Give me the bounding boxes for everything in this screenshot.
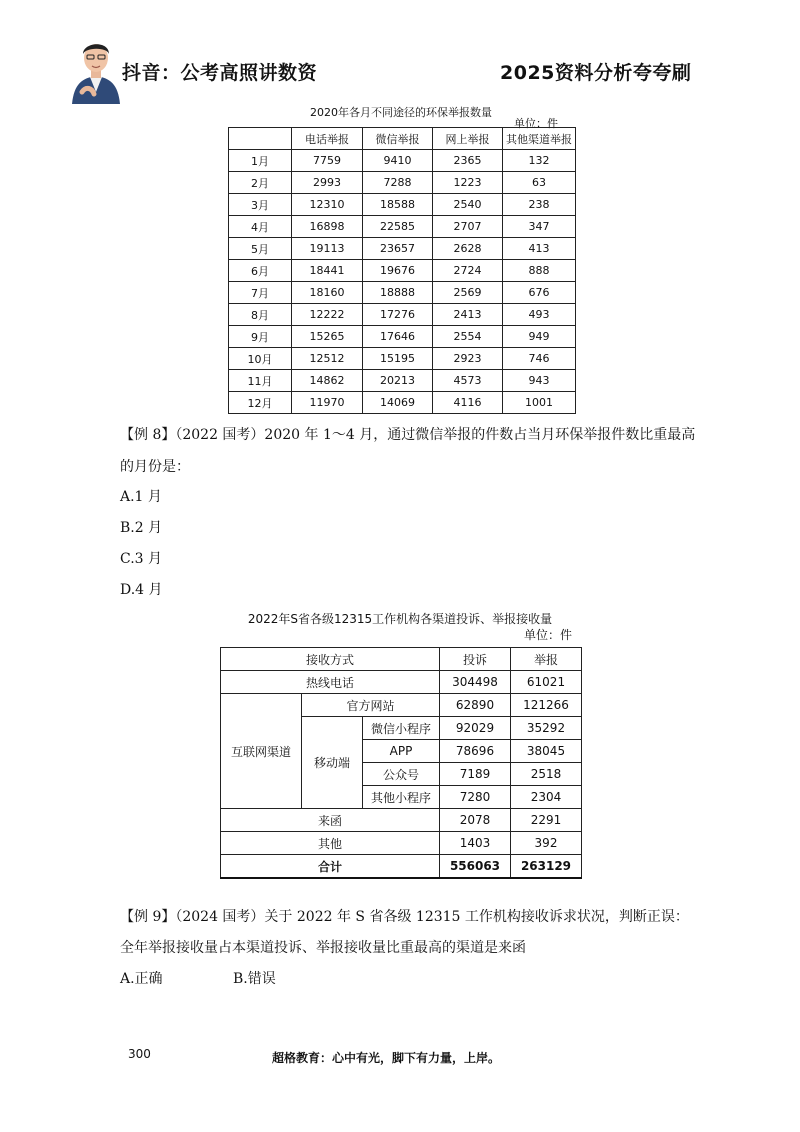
table-cell: 12222 <box>292 304 363 326</box>
table-cell: 2413 <box>433 304 503 326</box>
header-cell: 微信举报 <box>363 128 433 150</box>
table-cell: 18441 <box>292 260 363 282</box>
month-cell: 10月 <box>229 348 292 370</box>
row-label: 热线电话 <box>221 671 440 694</box>
row-label: 官方网站 <box>302 694 440 717</box>
footer-slogan: 超格教育：心中有光，脚下有力量，上岸。 <box>272 1051 501 1065</box>
row-label: 其他小程序 <box>363 786 440 809</box>
table-cell: 347 <box>503 216 576 238</box>
table-header-row <box>229 128 576 150</box>
q9-option-b: B.错误 <box>233 971 276 987</box>
table-cell: 63 <box>503 172 576 194</box>
q9-option-a: A.正确 <box>120 971 163 987</box>
channel-complaint-table <box>220 647 582 879</box>
table-row <box>229 238 576 260</box>
q8-option-a: A.1 月 <box>120 489 162 505</box>
header-book-title: 2025资料分析夸夸刷 <box>500 62 692 84</box>
table-cell: 19676 <box>363 260 433 282</box>
row-label: 公众号 <box>363 763 440 786</box>
table-cell: 1223 <box>433 172 503 194</box>
total-row <box>221 855 582 879</box>
table-cell: 7189 <box>440 763 511 786</box>
q8-option-d: D.4 月 <box>120 582 163 598</box>
table-cell: 263129 <box>511 855 582 879</box>
table-cell: 14069 <box>363 392 433 414</box>
mobile-label: 移动端 <box>302 717 363 809</box>
table-header-row <box>221 648 582 671</box>
row-label: 微信小程序 <box>363 717 440 740</box>
table-cell: 62890 <box>440 694 511 717</box>
month-cell: 8月 <box>229 304 292 326</box>
header-cell: 举报 <box>511 648 582 671</box>
table-cell: 92029 <box>440 717 511 740</box>
header-cell: 网上举报 <box>433 128 503 150</box>
table-cell: 20213 <box>363 370 433 392</box>
row-label: 合计 <box>221 855 440 879</box>
table-row <box>221 671 582 694</box>
table1-unit: 单位：件 <box>514 117 558 130</box>
month-cell: 4月 <box>229 216 292 238</box>
table-cell: 7280 <box>440 786 511 809</box>
table-cell: 676 <box>503 282 576 304</box>
month-cell: 3月 <box>229 194 292 216</box>
table-cell: 61021 <box>511 671 582 694</box>
header-cell: 其他渠道举报 <box>503 128 576 150</box>
table-cell: 1403 <box>440 832 511 855</box>
table-cell: 9410 <box>363 150 433 172</box>
table-cell: 2724 <box>433 260 503 282</box>
table-row <box>229 260 576 282</box>
table-row <box>229 150 576 172</box>
month-cell: 2月 <box>229 172 292 194</box>
table-row <box>229 370 576 392</box>
table-row <box>229 304 576 326</box>
header-channel-title: 抖音：公考高照讲数资 <box>122 62 318 84</box>
table-cell: 11970 <box>292 392 363 414</box>
table-cell: 2707 <box>433 216 503 238</box>
table-cell: 2304 <box>511 786 582 809</box>
table-row <box>229 172 576 194</box>
table-cell: 132 <box>503 150 576 172</box>
table-row <box>229 348 576 370</box>
table-cell: 392 <box>511 832 582 855</box>
table-row <box>221 694 582 717</box>
table-cell: 121266 <box>511 694 582 717</box>
table-cell: 7288 <box>363 172 433 194</box>
table-cell: 16898 <box>292 216 363 238</box>
month-cell: 7月 <box>229 282 292 304</box>
table-cell: 35292 <box>511 717 582 740</box>
table-cell: 12512 <box>292 348 363 370</box>
header-cell: 接收方式 <box>221 648 440 671</box>
table-cell: 18888 <box>363 282 433 304</box>
table-cell: 238 <box>503 194 576 216</box>
table-cell: 18160 <box>292 282 363 304</box>
table-cell: 943 <box>503 370 576 392</box>
table-row <box>229 194 576 216</box>
header-cell: 投诉 <box>440 648 511 671</box>
page-number: 300 <box>128 1047 151 1061</box>
q8-stem-line2: 的月份是： <box>120 459 190 475</box>
table-cell: 22585 <box>363 216 433 238</box>
table-cell: 2993 <box>292 172 363 194</box>
table-cell: 2540 <box>433 194 503 216</box>
table-cell: 2365 <box>433 150 503 172</box>
month-cell: 5月 <box>229 238 292 260</box>
table-cell: 413 <box>503 238 576 260</box>
q9-stem-line2: 全年举报接收量占本渠道投诉、举报接收量比重最高的渠道是来函 <box>120 940 526 956</box>
presenter-photo <box>68 32 124 104</box>
table-cell: 304498 <box>440 671 511 694</box>
table-cell: 14862 <box>292 370 363 392</box>
table-cell: 18588 <box>363 194 433 216</box>
month-cell: 6月 <box>229 260 292 282</box>
table-cell: 17276 <box>363 304 433 326</box>
row-label: 来函 <box>221 809 440 832</box>
table-cell: 2554 <box>433 326 503 348</box>
table-cell: 1001 <box>503 392 576 414</box>
row-label: 其他 <box>221 832 440 855</box>
table-row <box>229 392 576 414</box>
table-cell: 23657 <box>363 238 433 260</box>
table-row <box>229 282 576 304</box>
table-cell: 493 <box>503 304 576 326</box>
table-cell: 2628 <box>433 238 503 260</box>
monthly-report-table <box>228 127 576 414</box>
q9-stem-line1: 【例 9】（2024 国考）关于 2022 年 S 省各级 12315 工作机构接收诉求状况，判断正误： <box>120 909 689 925</box>
table-cell: 556063 <box>440 855 511 879</box>
table-cell: 2291 <box>511 809 582 832</box>
table-cell: 4116 <box>433 392 503 414</box>
table1-title: 2020年各月不同途径的环保举报数量 <box>310 106 492 119</box>
row-label: APP <box>363 740 440 763</box>
table-row <box>229 326 576 348</box>
table-row <box>221 832 582 855</box>
month-cell: 11月 <box>229 370 292 392</box>
table-cell: 2569 <box>433 282 503 304</box>
table-cell: 17646 <box>363 326 433 348</box>
table-cell: 2518 <box>511 763 582 786</box>
table-cell: 15195 <box>363 348 433 370</box>
header-cell <box>229 128 292 150</box>
table-cell: 7759 <box>292 150 363 172</box>
table-cell: 949 <box>503 326 576 348</box>
table-row <box>229 216 576 238</box>
table-cell: 38045 <box>511 740 582 763</box>
table2-unit: 单位：件 <box>524 628 573 642</box>
table-cell: 4573 <box>433 370 503 392</box>
table-cell: 15265 <box>292 326 363 348</box>
table-cell: 2923 <box>433 348 503 370</box>
table-cell: 2078 <box>440 809 511 832</box>
month-cell: 1月 <box>229 150 292 172</box>
q8-option-c: C.3 月 <box>120 551 163 567</box>
q8-option-b: B.2 月 <box>120 520 163 536</box>
table-cell: 746 <box>503 348 576 370</box>
q8-stem-line1: 【例 8】（2022 国考）2020 年 1～4 月，通过微信举报的件数占当月环保举报件数比重最高 <box>120 427 696 443</box>
table-cell: 888 <box>503 260 576 282</box>
table2-title: 2022年S省各级12315工作机构各渠道投诉、举报接收量 <box>247 612 553 626</box>
month-cell: 9月 <box>229 326 292 348</box>
internet-channel-label: 互联网渠道 <box>221 694 302 809</box>
table-row <box>221 809 582 832</box>
table-cell: 78696 <box>440 740 511 763</box>
month-cell: 12月 <box>229 392 292 414</box>
table-cell: 19113 <box>292 238 363 260</box>
header-cell: 电话举报 <box>292 128 363 150</box>
table-cell: 12310 <box>292 194 363 216</box>
